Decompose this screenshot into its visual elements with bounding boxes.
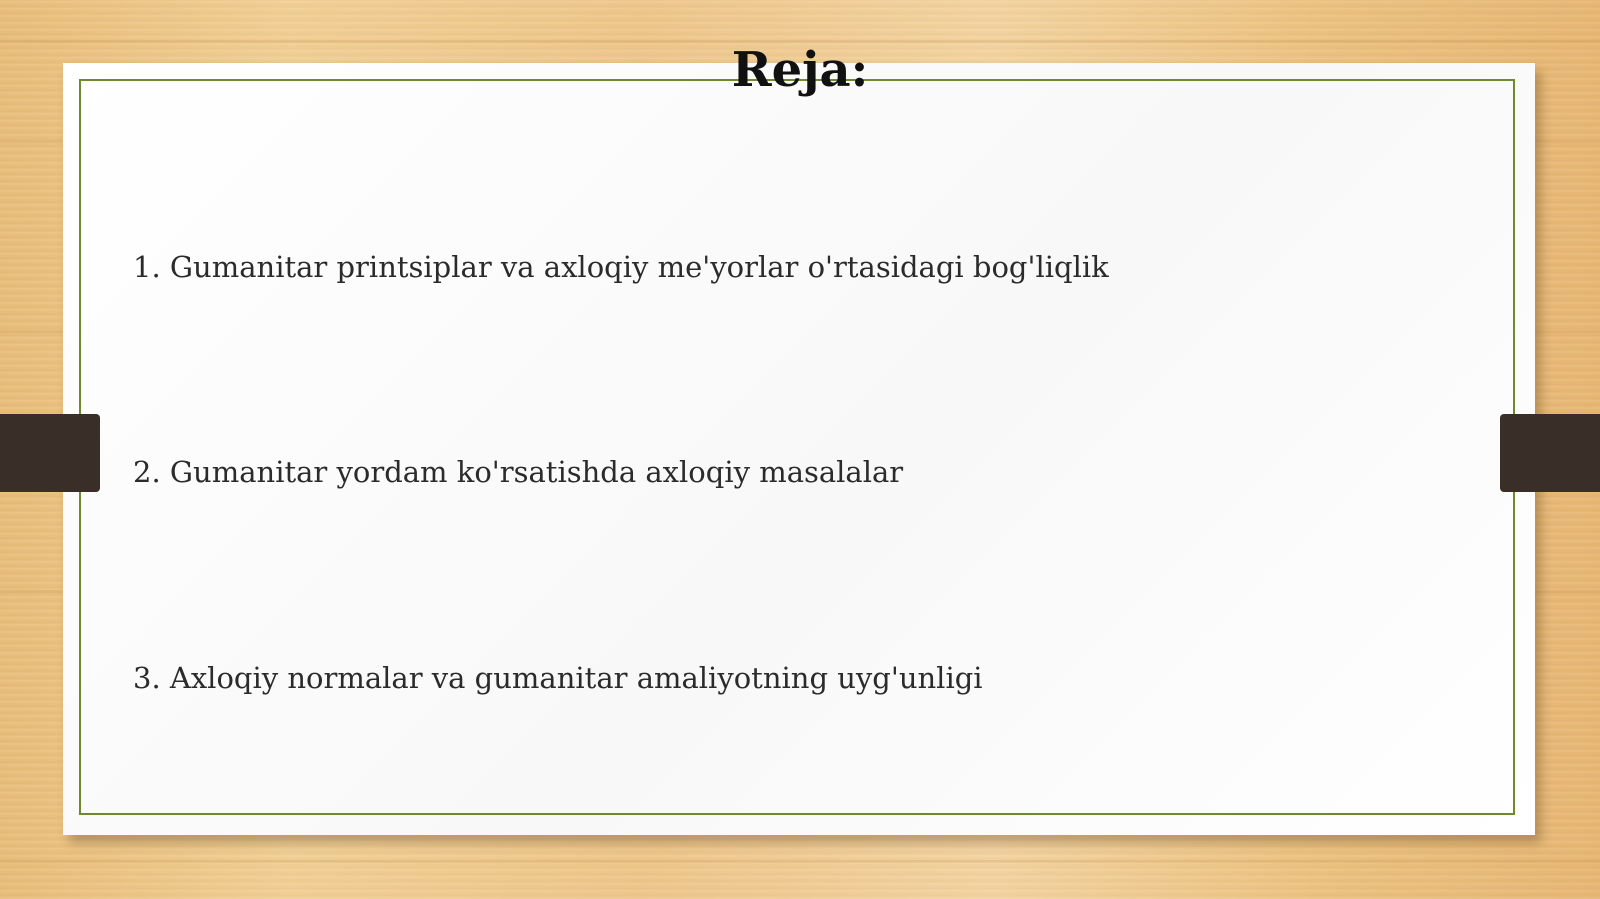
slide-title: Reja: [731, 42, 869, 98]
plan-item-1: 1. Gumanitar printsiplar va axloqiy me'yorlar o'rtasidagi bog'liqlik [133, 250, 1109, 284]
right-side-tab [1500, 414, 1600, 492]
plan-item-3: 3. Axloqiy normalar va gumanitar amaliyotning uyg'unligi [133, 661, 983, 695]
slide-frame [79, 79, 1515, 815]
slide-card [63, 63, 1535, 835]
plan-item-2: 2. Gumanitar yordam ko'rsatishda axloqiy masalalar [133, 455, 904, 489]
wood-grain [0, 860, 1600, 863]
left-side-tab [0, 414, 100, 492]
title-container [0, 42, 1600, 98]
